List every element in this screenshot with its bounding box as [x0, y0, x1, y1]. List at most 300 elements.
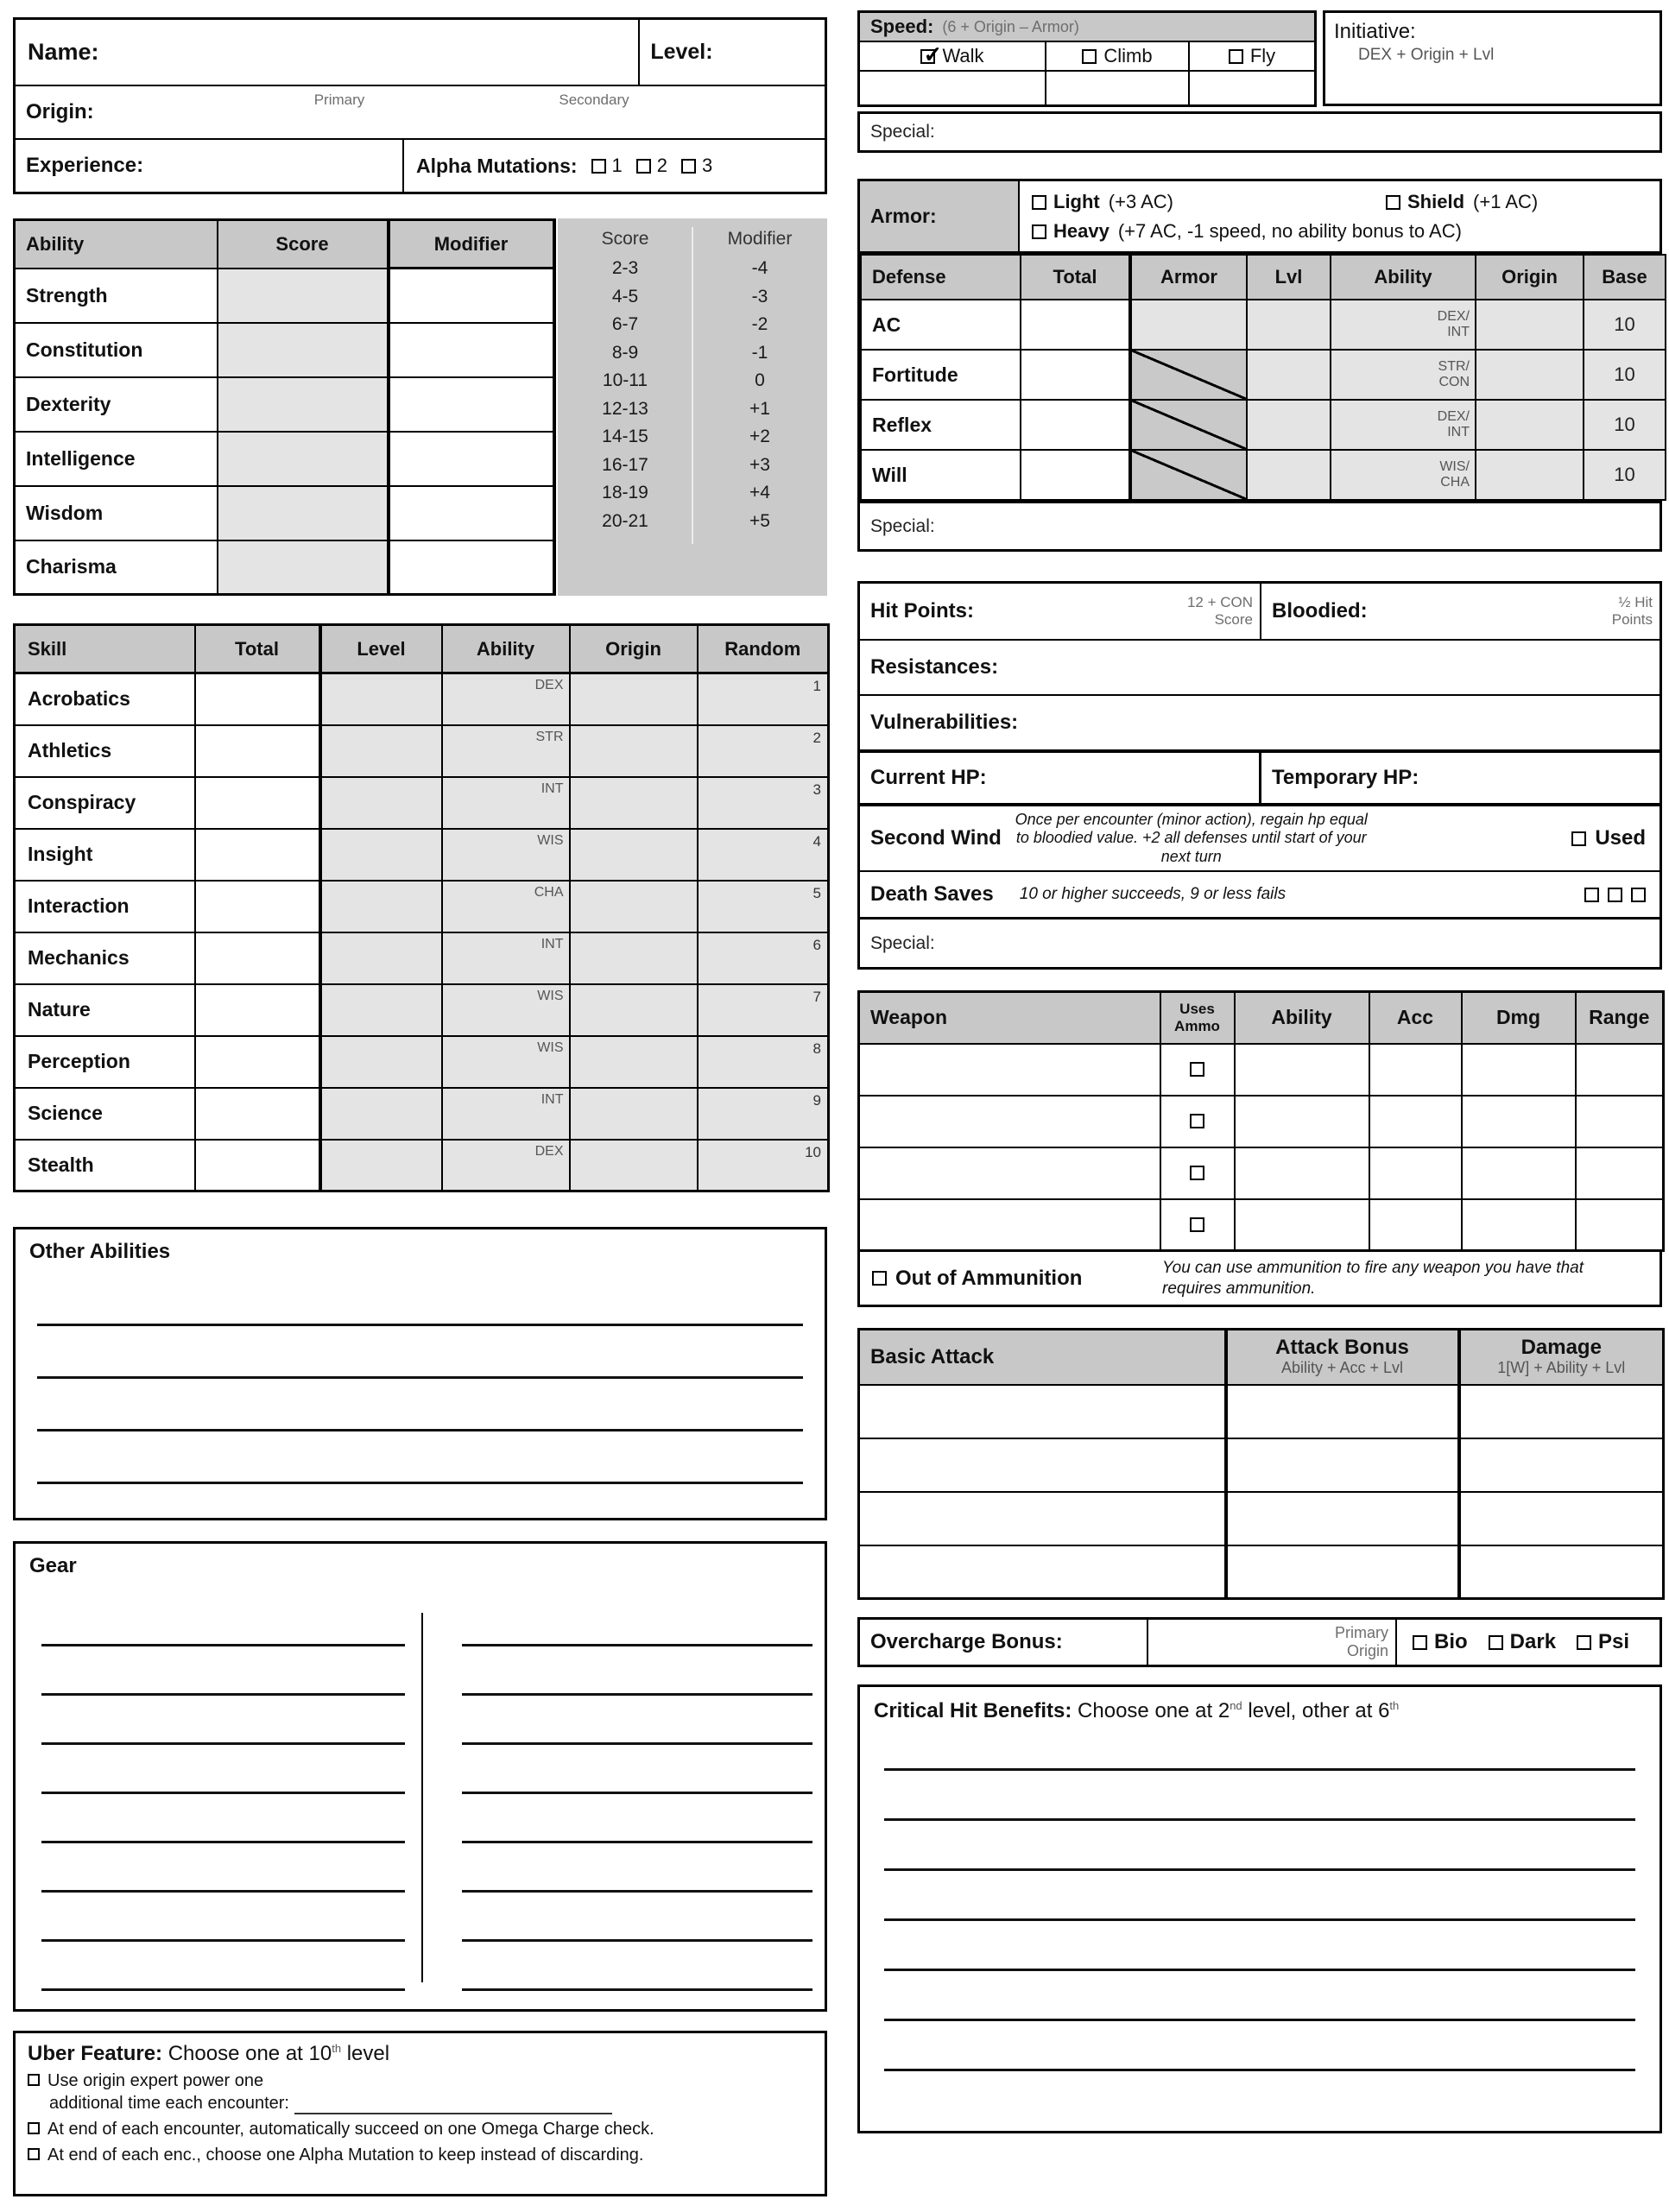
uses-ammo-checkbox[interactable]: [1190, 1062, 1204, 1077]
reflex-origin-field[interactable]: [1476, 400, 1584, 450]
defense-will-label: Will: [861, 450, 1021, 500]
weapon-ability-field[interactable]: [1235, 1147, 1369, 1199]
alpha-3-checkbox[interactable]: [681, 159, 696, 174]
write-line[interactable]: [41, 1794, 405, 1843]
interaction-level-field[interactable]: [320, 881, 442, 932]
climb-checkbox[interactable]: [1082, 49, 1097, 64]
weapon-range-field[interactable]: [1576, 1044, 1664, 1096]
overcharge-types: [1397, 1620, 1660, 1665]
other-abilities-box: [13, 1227, 827, 1520]
death-saves-label: Death Saves: [870, 882, 994, 906]
speed-mode-fly: [1188, 42, 1314, 70]
attack-bonus-field[interactable]: [1226, 1492, 1459, 1545]
stealth-level-field[interactable]: [320, 1140, 442, 1191]
interaction-total-field[interactable]: [195, 881, 320, 932]
perception-level-field[interactable]: [320, 1036, 442, 1088]
speed-mode-walk: [860, 42, 1045, 70]
shield-label: Shield: [1407, 191, 1465, 212]
walk-checkbox[interactable]: [920, 41, 943, 67]
basic-attack-name-field[interactable]: [859, 1438, 1226, 1492]
uber-option-3-text: At end of each enc., choose one Alpha Mutation to keep instead of discarding.: [47, 2146, 644, 2165]
reflex-armor-na-cell: [1130, 400, 1247, 450]
ref-score: 18-19: [602, 483, 648, 502]
uses-ammo-checkbox[interactable]: [1190, 1114, 1204, 1128]
weapon-ability-field[interactable]: [1235, 1199, 1369, 1251]
experience-field[interactable]: [16, 140, 404, 192]
science-ability-label: INT: [541, 1091, 564, 1107]
weapon-name-field[interactable]: [859, 1199, 1160, 1251]
nature-total-field[interactable]: [195, 984, 320, 1036]
left-column: [13, 17, 827, 2196]
damage-field[interactable]: [1459, 1545, 1664, 1599]
second-wind-note: Once per encounter (minor action), regain hp equal to bloodied value. +2 all defenses until start of your next turn: [1015, 810, 1368, 865]
write-line[interactable]: [462, 1843, 813, 1893]
write-line[interactable]: [41, 1597, 405, 1646]
armor-row: [860, 181, 1660, 254]
uber-option-1-text2: additional time each encounter:: [49, 2094, 289, 2113]
acrobatics-ability-label: DEX: [534, 678, 564, 692]
ref-score: 2-3: [611, 258, 639, 278]
attack-bonus-field[interactable]: [1226, 1545, 1459, 1599]
science-total-field[interactable]: [195, 1088, 320, 1140]
will-armor-na-cell: [1130, 450, 1247, 500]
acrobatics-origin-field[interactable]: [570, 673, 698, 725]
ref-score: 12-13: [602, 398, 648, 419]
perception-total-field[interactable]: [195, 1036, 320, 1088]
damage-header: Damage 1[W] + Ability + Lvl: [1459, 1330, 1664, 1385]
mechanics-total-field[interactable]: [195, 932, 320, 984]
write-line[interactable]: [884, 1971, 1635, 2021]
strength-modifier-field[interactable]: [389, 269, 554, 323]
write-line[interactable]: [884, 2021, 1635, 2071]
bio-checkbox[interactable]: [1413, 1635, 1427, 1650]
write-line[interactable]: [462, 1597, 813, 1646]
score-modifier-reference: [558, 218, 827, 596]
skill-random-header: Random: [698, 625, 829, 673]
overcharge-psi-option: [1577, 1630, 1629, 1654]
overcharge-dark-option: [1489, 1630, 1556, 1654]
origin-row[interactable]: [16, 85, 825, 138]
acrobatics-level-field[interactable]: [320, 673, 442, 725]
weapon-acc-field[interactable]: [1369, 1044, 1462, 1096]
athletics-ability-label: STR: [535, 729, 564, 744]
interaction-random-label: 5: [812, 884, 821, 901]
will-origin-field[interactable]: [1476, 450, 1584, 500]
write-line[interactable]: [884, 1723, 1635, 1771]
defense-base-header: Base: [1584, 255, 1666, 300]
armor-heavy-option: [1032, 220, 1462, 243]
write-line[interactable]: [884, 1921, 1635, 1971]
write-line[interactable]: [884, 1821, 1635, 1871]
science-level-field[interactable]: [320, 1088, 442, 1140]
defense-table: [860, 254, 1666, 501]
uber-option-2-text: At end of each encounter, automatically succeed on one Omega Charge check.: [47, 2120, 654, 2139]
strength-score-field[interactable]: [218, 269, 389, 323]
will-lvl-field[interactable]: [1247, 450, 1331, 500]
write-line[interactable]: [884, 1871, 1635, 1921]
speed-label: Speed:: [870, 16, 934, 37]
defense-lvl-header: Lvl: [1247, 255, 1331, 300]
will-ability-label: WIS/ CHA: [1439, 459, 1470, 490]
death-save-1-checkbox[interactable]: [1584, 888, 1599, 902]
fly-speed-field[interactable]: [1188, 70, 1314, 104]
out-of-ammo-checkbox[interactable]: [872, 1271, 887, 1286]
walk-speed-field[interactable]: [860, 70, 1045, 104]
second-wind-used-checkbox[interactable]: [1571, 831, 1586, 846]
science-random-label: 9: [812, 1091, 821, 1109]
perception-random-label: 8: [812, 1040, 821, 1057]
hit-points-block: [857, 581, 1662, 970]
alpha-slot-1: [591, 155, 623, 177]
alpha-mutations-label: Alpha Mutations:: [416, 154, 578, 177]
walk-label: Walk: [942, 45, 984, 66]
nature-random-label: 7: [812, 988, 821, 1005]
write-line[interactable]: [41, 1696, 405, 1745]
conspiracy-ability-label: INT: [541, 781, 564, 796]
weapons-table: [857, 990, 1665, 1252]
skill-origin-header: Origin: [570, 625, 698, 673]
ac-armor-field[interactable]: [1130, 300, 1247, 350]
weapon-ability-header: Ability: [1235, 992, 1369, 1044]
death-save-2-checkbox[interactable]: [1608, 888, 1622, 902]
reflex-base-value: 10: [1614, 414, 1635, 435]
ability-dexterity-label: Dexterity: [15, 377, 218, 432]
conspiracy-origin-field[interactable]: [570, 777, 698, 829]
write-line[interactable]: [462, 1794, 813, 1843]
hit-points-formula: 12 + CON Score: [1186, 594, 1253, 628]
bloodied-formula: ½ Hit Points: [1611, 594, 1653, 628]
insight-total-field[interactable]: [195, 829, 320, 881]
light-armor-checkbox[interactable]: [1032, 195, 1046, 210]
dexterity-modifier-field[interactable]: [389, 377, 554, 432]
resistances-field[interactable]: [860, 639, 1660, 694]
overcharge-origin-note: Primary Origin: [1335, 1624, 1388, 1659]
ref-score: 10-11: [602, 370, 648, 390]
charisma-modifier-field[interactable]: [389, 540, 554, 595]
write-line[interactable]: [41, 1893, 405, 1942]
science-origin-field[interactable]: [570, 1088, 698, 1140]
reflex-ability-label: DEX/ INT: [1437, 409, 1470, 439]
dexterity-score-field[interactable]: [218, 377, 389, 432]
psi-label: Psi: [1598, 1630, 1630, 1653]
current-hp-field[interactable]: [860, 753, 1261, 803]
uber-option-2: [28, 2118, 812, 2140]
constitution-score-field[interactable]: [218, 323, 389, 377]
insight-level-field[interactable]: [320, 829, 442, 881]
damage-field[interactable]: [1459, 1385, 1664, 1438]
basic-attack-table: [857, 1328, 1665, 1600]
ref-mod: +1: [749, 398, 770, 419]
name-label: Name:: [28, 39, 99, 65]
interaction-ability-label: CHA: [534, 884, 564, 900]
critical-hit-label: Critical Hit Benefits:: [874, 1699, 1072, 1722]
stealth-origin-field[interactable]: [570, 1140, 698, 1191]
ac-base-value: 10: [1614, 313, 1635, 335]
ac-origin-field[interactable]: [1476, 300, 1584, 350]
speed-mode-row: [860, 42, 1314, 70]
modifier-header: Modifier: [389, 220, 554, 269]
athletics-origin-field[interactable]: [570, 725, 698, 777]
overcharge-label: Overcharge Bonus:: [860, 1620, 1148, 1665]
write-line[interactable]: [462, 1942, 813, 1991]
write-line[interactable]: [37, 1431, 803, 1484]
alpha-2-label: 2: [656, 155, 668, 176]
conspiracy-random-label: 3: [812, 781, 821, 798]
current-hp-label: Current HP:: [870, 766, 987, 789]
interaction-origin-field[interactable]: [570, 881, 698, 932]
skill-acrobatics-label: Acrobatics: [15, 673, 195, 725]
experience-row: [16, 138, 825, 192]
heavy-armor-note: (+7 AC, -1 speed, no ability bonus to AC): [1117, 220, 1462, 242]
alpha-1-checkbox[interactable]: [591, 159, 606, 174]
mechanics-level-field[interactable]: [320, 932, 442, 984]
will-base-value: 10: [1614, 464, 1635, 485]
heavy-armor-checkbox[interactable]: [1032, 224, 1046, 239]
weapon-dmg-field[interactable]: [1462, 1147, 1576, 1199]
skills-table: [13, 623, 830, 1192]
attack-bonus-header: Attack Bonus Ability + Acc + Lvl: [1226, 1330, 1459, 1385]
charisma-score-field[interactable]: [218, 540, 389, 595]
climb-speed-field[interactable]: [1045, 70, 1188, 104]
identity-block: [13, 17, 827, 194]
weapon-acc-field[interactable]: [1369, 1147, 1462, 1199]
write-line[interactable]: [884, 1771, 1635, 1821]
out-of-ammo-row: [857, 1252, 1662, 1307]
write-line[interactable]: [294, 2097, 612, 2114]
defense-special-field[interactable]: [860, 501, 1660, 549]
fortitude-origin-field[interactable]: [1476, 350, 1584, 400]
nature-ability-label: WIS: [537, 988, 564, 1003]
speed-box: [857, 10, 1317, 107]
bio-label: Bio: [1434, 1630, 1468, 1653]
basic-attack-name-field[interactable]: [859, 1492, 1226, 1545]
uber-feature-label: Uber Feature:: [28, 2042, 163, 2065]
mechanics-random-label: 6: [812, 936, 821, 953]
write-line[interactable]: [462, 1696, 813, 1745]
basic-attack-header: Basic Attack: [859, 1330, 1226, 1385]
intelligence-score-field[interactable]: [218, 432, 389, 486]
level-field[interactable]: [638, 20, 825, 85]
ability-header: Ability: [15, 220, 218, 269]
mechanics-origin-field[interactable]: [570, 932, 698, 984]
bloodied-field[interactable]: [1261, 584, 1660, 639]
weapon-range-field[interactable]: [1576, 1199, 1664, 1251]
critical-hit-text: Choose one at 2: [1078, 1699, 1230, 1722]
stealth-total-field[interactable]: [195, 1140, 320, 1191]
ac-total-field[interactable]: [1021, 300, 1130, 350]
basic-attack-name-field[interactable]: [859, 1385, 1226, 1438]
defense-total-header: Total: [1021, 255, 1130, 300]
weapon-dmg-field[interactable]: [1462, 1096, 1576, 1147]
light-armor-label: Light: [1053, 191, 1100, 212]
used-label: Used: [1595, 826, 1646, 850]
critical-sup2: th: [1389, 1699, 1400, 1712]
shield-checkbox[interactable]: [1386, 195, 1400, 210]
mechanics-ability-label: INT: [541, 936, 564, 951]
write-line[interactable]: [41, 1745, 405, 1794]
uses-ammo-checkbox[interactable]: [1190, 1217, 1204, 1232]
uber-option-2-checkbox[interactable]: [28, 2122, 40, 2134]
critical-hit-box: [857, 1684, 1662, 2133]
ref-mod: -1: [751, 342, 768, 363]
skill-conspiracy-label: Conspiracy: [15, 777, 195, 829]
vulnerabilities-field[interactable]: [860, 694, 1660, 749]
origin-label: Origin:: [26, 100, 94, 123]
second-wind-row: [860, 806, 1660, 870]
weapon-dmg-field[interactable]: [1462, 1044, 1576, 1096]
perception-origin-field[interactable]: [570, 1036, 698, 1088]
weapon-ability-field[interactable]: [1235, 1044, 1369, 1096]
gear-column-divider: [421, 1613, 423, 1982]
origin-primary-label: Primary: [313, 92, 365, 108]
gear-title: Gear: [29, 1554, 77, 1577]
ref-mod: -3: [751, 286, 768, 307]
write-line[interactable]: [37, 1379, 803, 1431]
light-armor-note: (+3 AC): [1108, 191, 1173, 212]
ability-strength-label: Strength: [15, 269, 218, 323]
ref-score: 4-5: [611, 286, 639, 307]
skill-level-header: Level: [320, 625, 442, 673]
attack-bonus-field[interactable]: [1226, 1385, 1459, 1438]
alpha-2-checkbox[interactable]: [636, 159, 651, 174]
write-line[interactable]: [41, 1843, 405, 1893]
conspiracy-level-field[interactable]: [320, 777, 442, 829]
skill-ability-header: Ability: [442, 625, 570, 673]
wisdom-modifier-field[interactable]: [389, 486, 554, 540]
right-column: [857, 10, 1662, 2133]
reflex-total-field[interactable]: [1021, 400, 1130, 450]
ac-ability-label: DEX/ INT: [1437, 309, 1470, 339]
dark-checkbox[interactable]: [1489, 1635, 1503, 1650]
speed-mode-climb: [1045, 42, 1188, 70]
other-abilities-lines: [37, 1264, 803, 1484]
basic-attack-name-field[interactable]: [859, 1545, 1226, 1599]
initiative-box[interactable]: [1323, 10, 1662, 106]
write-line[interactable]: [41, 1942, 405, 1991]
speed-special-field[interactable]: [857, 111, 1662, 153]
insight-random-label: 4: [812, 832, 821, 850]
skill-mechanics-label: Mechanics: [15, 932, 195, 984]
intelligence-modifier-field[interactable]: [389, 432, 554, 486]
write-line[interactable]: [37, 1273, 803, 1326]
constitution-modifier-field[interactable]: [389, 323, 554, 377]
speed-section: [857, 10, 1662, 153]
write-line[interactable]: [462, 1893, 813, 1942]
nature-origin-field[interactable]: [570, 984, 698, 1036]
level-label: Level:: [650, 40, 713, 64]
defense-reflex-label: Reflex: [861, 400, 1021, 450]
alpha-slot-3: [681, 155, 712, 177]
ability-wisdom-label: Wisdom: [15, 486, 218, 540]
uber-option-3: [28, 2144, 812, 2166]
critical-sup: nd: [1230, 1699, 1242, 1712]
ref-score-header: Score: [601, 229, 649, 249]
ac-lvl-field[interactable]: [1247, 300, 1331, 350]
fortitude-ability-label: STR/ CON: [1438, 359, 1470, 389]
initiative-label: Initiative:: [1334, 20, 1416, 43]
hp-special-label: Special:: [870, 932, 935, 953]
fly-label: Fly: [1249, 45, 1276, 66]
damage-field[interactable]: [1459, 1438, 1664, 1492]
fortitude-lvl-field[interactable]: [1247, 350, 1331, 400]
armor-light-option: [1032, 191, 1173, 213]
out-of-ammo-note: You can use ammunition to fire any weapon you have that requires ammunition.: [1162, 1258, 1584, 1298]
weapon-acc-field[interactable]: [1369, 1096, 1462, 1147]
uses-ammo-checkbox[interactable]: [1190, 1166, 1204, 1180]
weapon-name-field[interactable]: [859, 1096, 1160, 1147]
acrobatics-total-field[interactable]: [195, 673, 320, 725]
conspiracy-total-field[interactable]: [195, 777, 320, 829]
armor-shield-option: [1386, 191, 1649, 213]
ref-mod: 0: [755, 370, 765, 390]
athletics-total-field[interactable]: [195, 725, 320, 777]
weapon-dmg-field[interactable]: [1462, 1199, 1576, 1251]
overcharge-origin-field[interactable]: [1148, 1620, 1397, 1665]
write-line[interactable]: [37, 1326, 803, 1379]
acrobatics-random-label: 1: [812, 678, 821, 694]
weapon-acc-field[interactable]: [1369, 1199, 1462, 1251]
attack-bonus-field[interactable]: [1226, 1438, 1459, 1492]
hit-points-field[interactable]: [860, 584, 1261, 639]
ref-mod: -2: [751, 314, 768, 334]
gear-column-right: [420, 1578, 825, 1991]
initiative-formula: DEX + Origin + Lvl: [1358, 46, 1495, 64]
hp-special-field[interactable]: [860, 917, 1660, 967]
nature-level-field[interactable]: [320, 984, 442, 1036]
score-header: Score: [218, 220, 389, 269]
uber-option-1-checkbox[interactable]: [28, 2074, 40, 2086]
weapon-range-field[interactable]: [1576, 1096, 1664, 1147]
speed-value-row: [860, 70, 1314, 104]
will-total-field[interactable]: [1021, 450, 1130, 500]
death-saves-row: [860, 870, 1660, 917]
current-hp-row: [860, 749, 1660, 806]
insight-origin-field[interactable]: [570, 829, 698, 881]
write-line[interactable]: [462, 1646, 813, 1696]
stealth-random-label: 10: [805, 1143, 821, 1160]
wisdom-score-field[interactable]: [218, 486, 389, 540]
hp-bloodied-row: [860, 584, 1660, 639]
reference-divider: [692, 227, 693, 544]
reflex-lvl-field[interactable]: [1247, 400, 1331, 450]
defense-origin-header: Origin: [1476, 255, 1584, 300]
weapon-name-field[interactable]: [859, 1147, 1160, 1199]
ref-score: 16-17: [602, 454, 648, 475]
critical-hit-title: [860, 1687, 1660, 1723]
temporary-hp-field[interactable]: [1261, 753, 1660, 803]
psi-checkbox[interactable]: [1577, 1635, 1591, 1650]
weapon-range-field[interactable]: [1576, 1147, 1664, 1199]
ref-modifier-header: Modifier: [727, 229, 793, 249]
athletics-level-field[interactable]: [320, 725, 442, 777]
death-save-3-checkbox[interactable]: [1631, 888, 1646, 902]
write-line[interactable]: [462, 1745, 813, 1794]
resistances-label: Resistances:: [870, 655, 999, 679]
armor-defense-block: [857, 179, 1662, 552]
write-line[interactable]: [41, 1646, 405, 1696]
uber-option-3-checkbox[interactable]: [28, 2148, 40, 2160]
weapon-name-field[interactable]: [859, 1044, 1160, 1096]
damage-field[interactable]: [1459, 1492, 1664, 1545]
weapon-ability-field[interactable]: [1235, 1096, 1369, 1147]
insight-ability-label: WIS: [537, 832, 564, 848]
skill-insight-label: Insight: [15, 829, 195, 881]
abilities-table: [13, 218, 556, 596]
alpha-3-label: 3: [702, 155, 713, 176]
fortitude-total-field[interactable]: [1021, 350, 1130, 400]
fly-checkbox[interactable]: [1229, 49, 1243, 64]
defense-ability-header: Ability: [1331, 255, 1476, 300]
